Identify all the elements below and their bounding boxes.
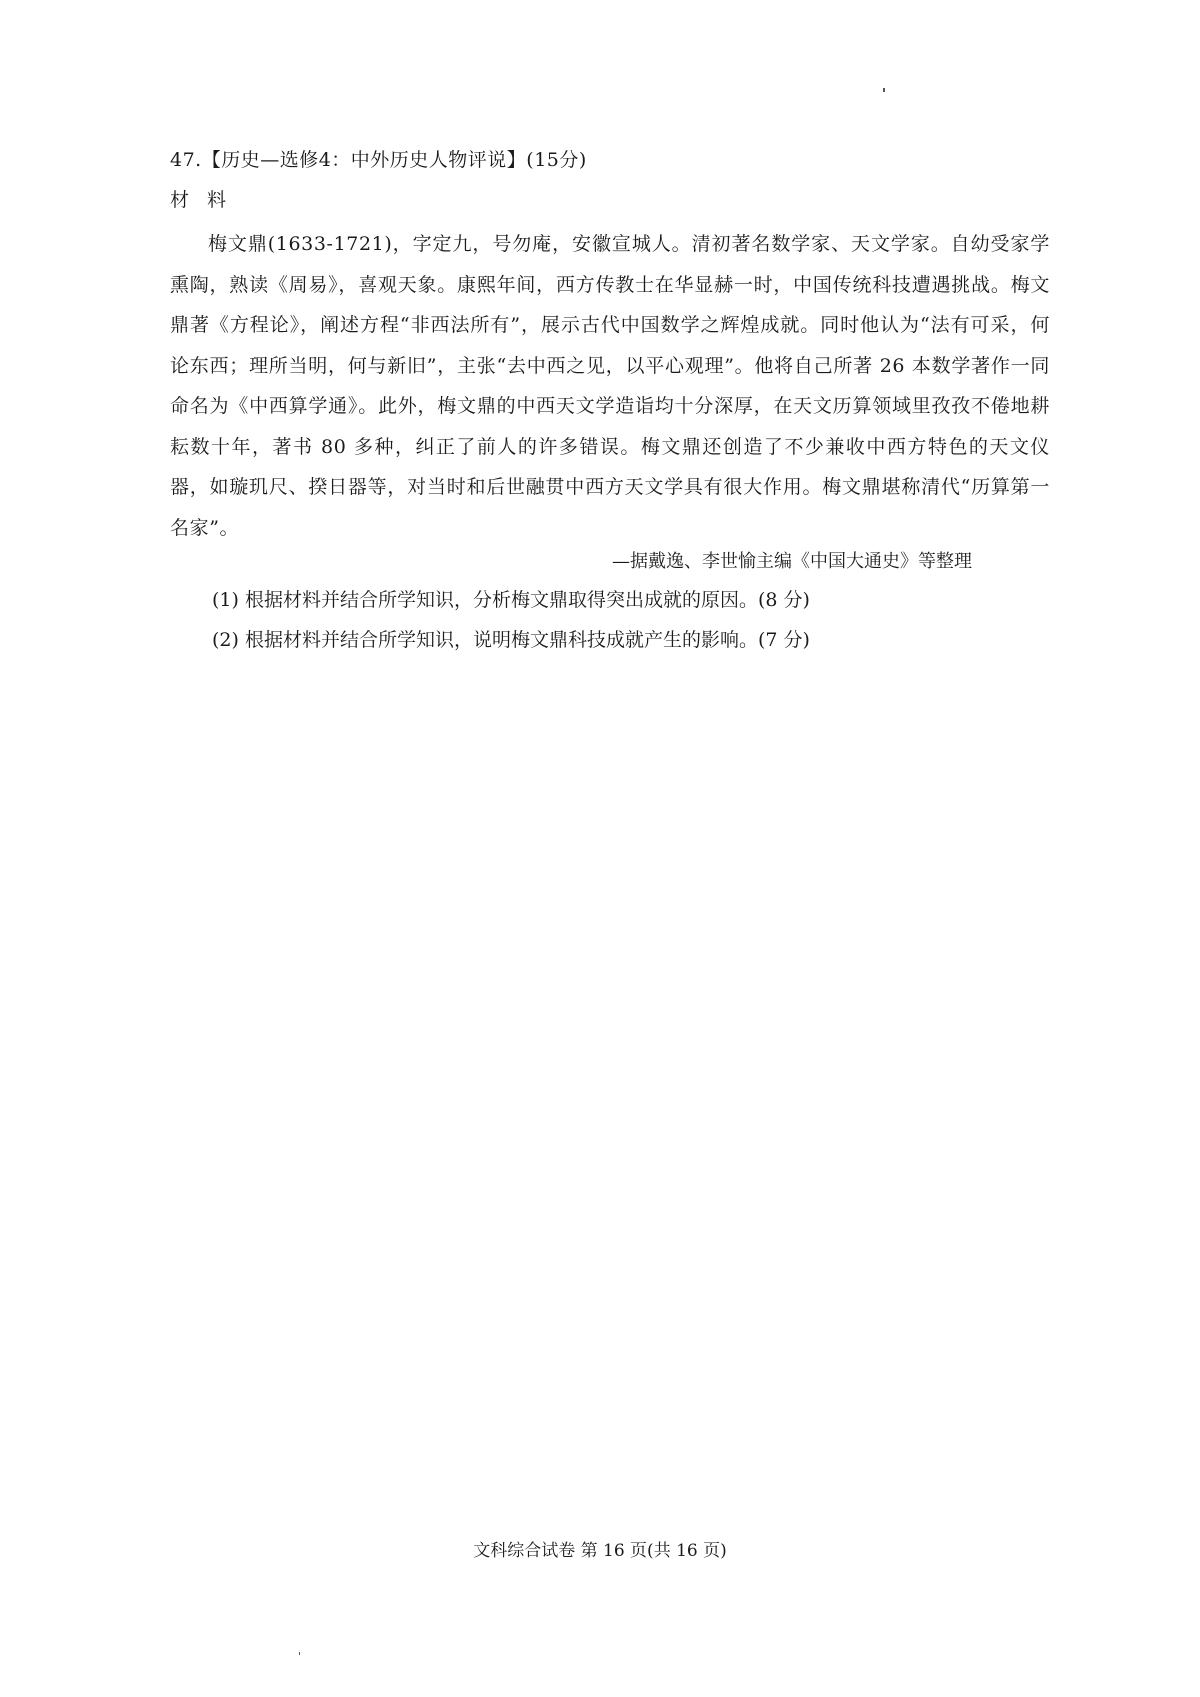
question-block	[170, 140, 1050, 660]
scan-speck	[883, 88, 885, 92]
question-title: 47.【历史—选修4：中外历史人物评说】(15分)	[170, 149, 587, 171]
material-paragraph: 梅文鼎(1633-1721)，字定九，号勿庵，安徽宣城人。清初著名数学家、天文学家。自幼受家学熏陶，熟读《周易》，喜观天象。康熙年间，西方传教士在华显赫一时，中国传统科技遭遇挑战。梅文鼎著《方程论》，阐述方程“非西法所有”，展示古代中国数学之辉煌成就。同时他认为“法有可采，何论东西；理所当明，何与新旧”，主张“去中西之见，以平心观理”。他将自己所著 26 本数学著作一同命名为《中西算学通》。此外，梅文鼎的中西天文学造诣均十分深厚，在天文历算领域里孜孜不倦地耕耘数十年，著书 80 多种，纠正了前人的许多错误。梅文鼎还创造了不少兼收中西方特色的天文仪器，如璇玑尺、揆日器等，对当时和后世融贯中西方天文学具有很大作用。梅文鼎堪称清代“历算第一名家”。	[170, 233, 1050, 539]
sub-question-1: (1) 根据材料并结合所学知识，分析梅文鼎取得突出成就的原因。(8 分)	[212, 589, 810, 611]
material-source: —据戴逸、李世愉主编《中国大通史》等整理	[612, 551, 972, 572]
sub-question-2: (2) 根据材料并结合所学知识，说明梅文鼎科技成就产生的影响。(7 分)	[212, 629, 810, 651]
scan-speck	[299, 1652, 300, 1655]
material-label: 材 料	[170, 189, 233, 211]
page-footer: 文科综合试卷 第 16 页(共 16 页)	[473, 1541, 727, 1561]
